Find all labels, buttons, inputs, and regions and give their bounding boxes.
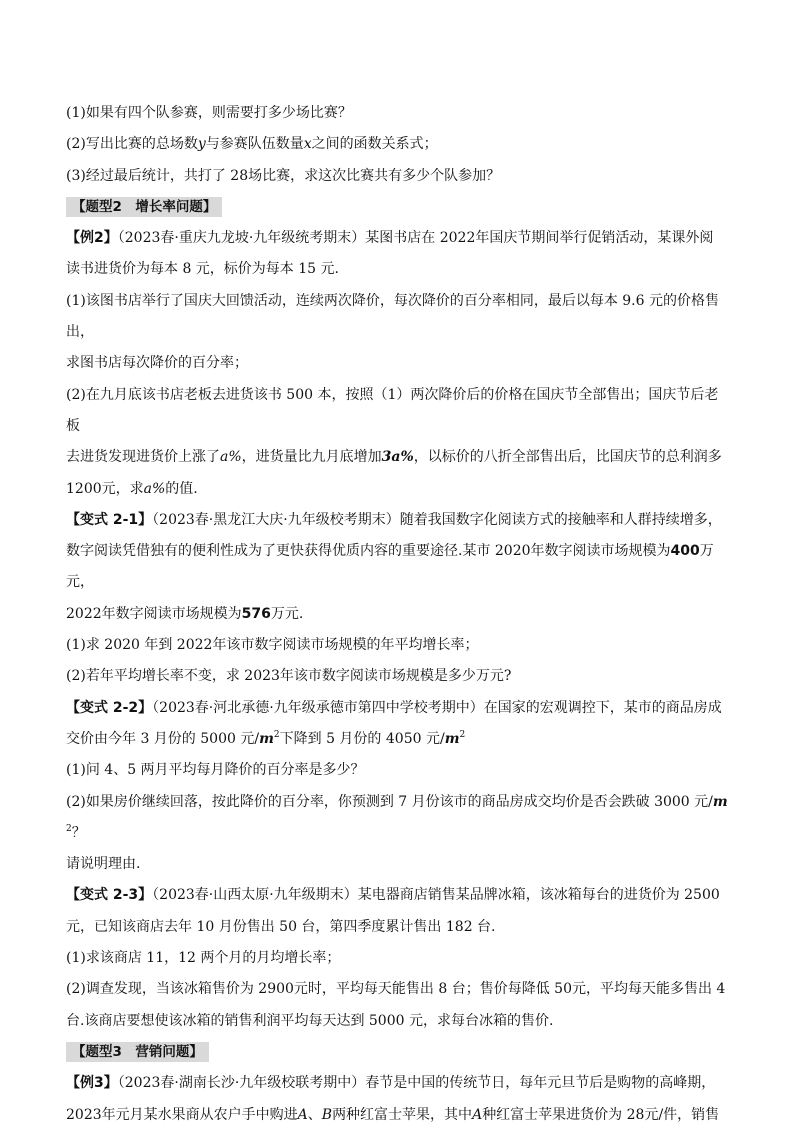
- variant-2-2-label: 【变式 2-2】: [66, 699, 153, 716]
- var-3a-percent: 3a%: [381, 449, 414, 466]
- text: 1200元，求: [66, 480, 144, 497]
- text: 两种红富士苹果，其中: [332, 1106, 473, 1123]
- var-a-percent: a%: [143, 480, 166, 497]
- value-576: 576: [241, 605, 271, 622]
- var-B: B: [321, 1106, 333, 1123]
- var-y: y: [197, 136, 206, 153]
- superscript: 2: [66, 823, 72, 834]
- text: 万元.: [270, 605, 304, 622]
- variant-2-1-line-2: [66, 536, 728, 599]
- text: 去进货发现进货价上涨了: [66, 449, 220, 466]
- example-2-line-1: [66, 223, 728, 254]
- q1-part2-text-a: (2)写出比赛的总场数: [66, 136, 198, 153]
- variant-2-1-source: （2023春·黑龙江大庆·九年级校考期末）随着我国数字化阅读方式的接触率和人群持续增多，: [152, 511, 722, 528]
- variant-2-2-line-2: [66, 724, 728, 755]
- variant-2-1-label: 【变式 2-1】: [66, 511, 153, 528]
- example-2-part2-line1: (2)在九月底该书店老板去进货该书 500 本，按照（1）两次降价后的价格在国庆节全部售出；国庆节后老板: [66, 386, 719, 434]
- variant-2-3-line-2: 元，已知该商店去年 10 月份售出 50 台，第四季度累计售出 182 台.: [66, 918, 496, 935]
- variant-2-3-part2-line2: 台.该商店要想使该冰箱的销售利润平均每天达到 5000 元，求每台冰箱的售价.: [66, 1012, 554, 1029]
- var-A: A: [472, 1106, 483, 1123]
- unit-m: m: [444, 730, 460, 747]
- text: 数字阅读凭借独有的便利性成为了更快获得优质内容的重要途径.某市 2020年数字阅读市场规模为: [66, 543, 671, 560]
- text: 2022年数字阅读市场规模为: [66, 605, 242, 622]
- variant-2-3-source: （2023春·山西太原·九年级期末）某电器商店销售某品牌冰箱，该冰箱每台的进货价为 2500: [152, 887, 720, 904]
- var-A: A: [297, 1106, 308, 1123]
- q1-part2: [66, 129, 728, 160]
- value-400: 400: [670, 543, 700, 560]
- text: 的值.: [165, 480, 198, 497]
- variant-2-1-part2: (2)若年平均增长率不变，求 2023年该市数字阅读市场规模是多少万元?: [66, 668, 512, 685]
- text: (2)如果房价继续回落，按此降价的百分率，你预测到 7 月份该市的商品房成交均价是否会跌破 3000 元/: [66, 793, 713, 810]
- text: ？: [71, 824, 86, 841]
- example-2-part2-line2: [66, 442, 728, 473]
- example-3-line-2: [66, 1100, 728, 1131]
- example-3-label: 【例3】: [66, 1075, 118, 1092]
- variant-2-2-part2-line1: [66, 787, 728, 850]
- text: ，以标价的八折全部售出后，比国庆节的总利润多: [413, 449, 722, 466]
- variant-2-1-line-3: [66, 599, 728, 630]
- superscript: 2: [273, 729, 280, 740]
- variant-2-1-part1: (1)求 2020 年到 2022年该市数字阅读市场规模的年平均增长率；: [66, 637, 479, 654]
- unit-m: m: [712, 793, 728, 810]
- superscript: 2: [459, 729, 466, 740]
- example-2-part1-line2: 求图书店每次降价的百分率；: [66, 355, 248, 372]
- var-x: x: [303, 136, 312, 153]
- example-2-label: 【例2】: [66, 230, 118, 247]
- variant-2-3-part1: (1)求该商店 11，12 两个月的月均增长率；: [66, 950, 341, 967]
- example-2-source: （2023春·重庆九龙坡·九年级统考期末）某图书店在 2022年国庆节期间举行促销活动，某课外阅: [117, 230, 714, 247]
- variant-2-2-line-1: [66, 693, 728, 724]
- example-3-source: （2023春·湖南长沙·九年级校联考期中）春节是中国的传统节日，每年元旦节后是购物的高峰期，: [117, 1075, 716, 1092]
- variant-2-2-part1: (1)问 4、5 两月平均每月降价的百分率是多少？: [66, 762, 365, 779]
- text: 交价由今年 3 月份的 5000 元/: [66, 730, 260, 747]
- variant-2-3-part2-line1: (2)调查发现，当该冰箱售价为 2900元时，平均每天能售出 8 台；售价每降低 50元，平均每天能多售出 4: [66, 981, 726, 998]
- q1-part2-text-b: 与参赛队伍数量: [205, 136, 304, 153]
- text: 下降到 5 月份的 4050 元/: [279, 730, 445, 747]
- section-3-heading: 【题型3 营销问题】: [66, 1042, 209, 1062]
- section-3-row: [66, 1037, 728, 1068]
- section-2-row: [66, 192, 728, 223]
- example-2-part1-line1: (1)该图书店举行了国庆大回馈活动，连续两次降价，每次降价的百分率相同，最后以每本 9.6 元的价格售出，: [66, 292, 719, 341]
- text: 种红富士苹果进货价为 28元/件，销售: [482, 1106, 720, 1123]
- unit-m: m: [259, 730, 274, 747]
- variant-2-3-line-1: [66, 880, 728, 911]
- section-2-heading: 【题型2 增长率问题】: [66, 197, 222, 217]
- q1-part3: (3)经过最后统计，共打了 28场比赛，求这次比赛共有多少个队参加？: [66, 167, 501, 184]
- q1-part2-text-c: 之间的函数关系式；: [311, 136, 438, 153]
- document-content: [66, 98, 728, 1131]
- example-2-line-2: 读书进货价为每本 8 元，标价为每本 15 元.: [66, 261, 339, 278]
- variant-2-2-part2-line2: 请说明理由.: [66, 856, 141, 873]
- q1-part1: (1)如果有四个队参赛，则需要打多少场比赛？: [66, 105, 352, 121]
- var-a-percent: a%: [220, 449, 242, 466]
- text: 、: [307, 1106, 322, 1123]
- text: ，进货量比九月底增加: [241, 449, 382, 466]
- example-2-part2-line3: [66, 474, 728, 505]
- text: 2023年元月某水果商从农户手中购进: [66, 1106, 298, 1123]
- text: 万元，: [66, 543, 714, 591]
- variant-2-1-line-1: [66, 505, 728, 536]
- variant-2-3-label: 【变式 2-3】: [66, 887, 153, 904]
- variant-2-2-source: （2023春·河北承德·九年级承德市第四中学校考期中）在国家的宏观调控下，某市的商品房成: [152, 699, 722, 716]
- example-3-line-1: [66, 1068, 728, 1099]
